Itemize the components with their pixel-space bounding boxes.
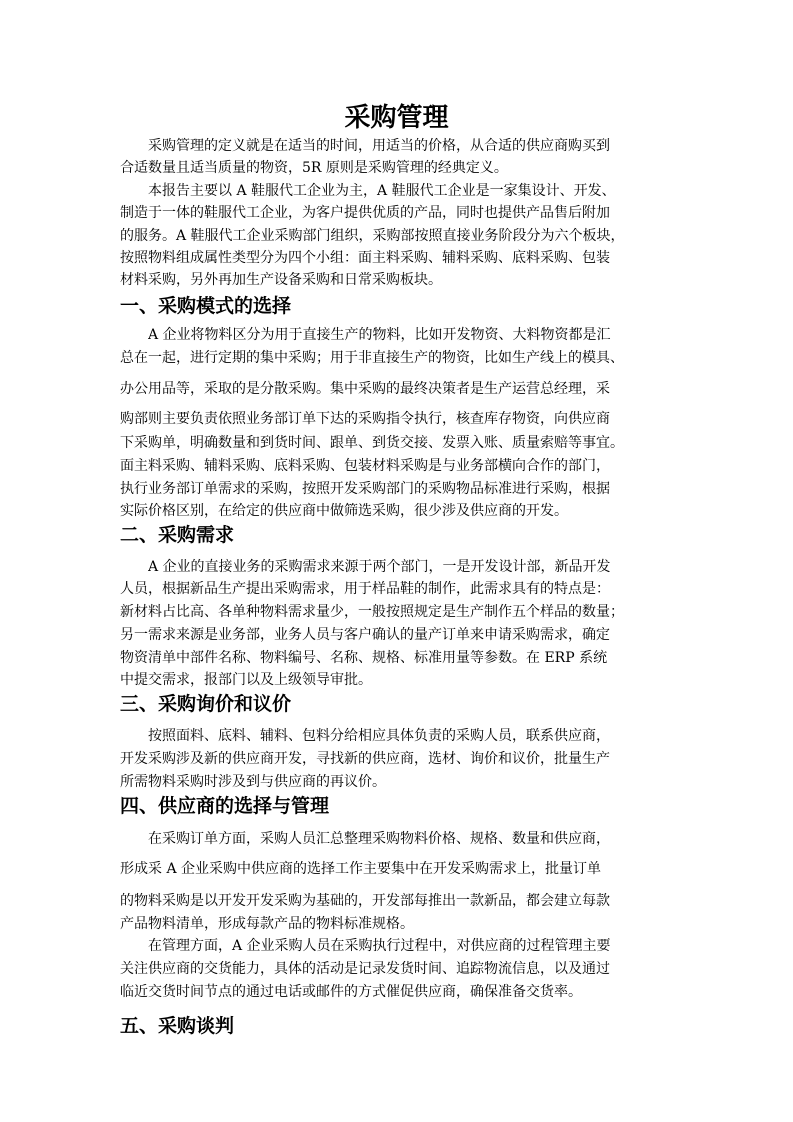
intro-line: 合适数量且适当质量的物资，5R 原则是采购管理的经典定义。 (120, 160, 508, 176)
section-line: 办公用品等，采取的是分散采购。集中采购的最终决策者是生产运营总经理，采 (120, 381, 610, 397)
section-heading: 五、采购谈判 (120, 1015, 235, 1037)
section-line: 按照面料、底料、辅料、包料分给相应具体负责的采购人员，联系供应商， (148, 728, 610, 744)
intro-line: 本报告主要以 A 鞋服代工企业为主，A 鞋服代工企业是一家集设计、开发、 (148, 183, 616, 199)
section-line: 新材料占比高、各单种物料需求量少，一般按照规定是生产制作五个样品的数量； (120, 604, 624, 620)
intro-line: 采购管理的定义就是在适当的时间，用适当的价格，从合适的供应商购买到 (148, 138, 610, 154)
section-line: 在管理方面，A 企业采购人员在采购执行过程中，对供应商的过程管理主要 (148, 938, 611, 954)
section-line: 人员，根据新品生产提出采购需求，用于样品鞋的制作，此需求具有的特点是： (120, 581, 610, 597)
section-line: 中提交需求，报部门以及上级领导审批。 (120, 672, 372, 688)
section-line: 购部则主要负责依照业务部订单下达的采购指令执行，核查库存物资，向供应商 (120, 411, 610, 427)
section-line: 形成采 A 企业采购中供应商的选择工作主要集中在开发采购需求上，批量订单 (120, 861, 602, 877)
section-line: 总在一起，进行定期的集中采购；用于非直接生产的物资，比如生产线上的模具、 (120, 350, 624, 366)
intro-line: 材料采购，另外再加生产设备采购和日常采购板块。 (120, 272, 442, 288)
section-line: A 企业将物料区分为用于直接生产的物料，比如开发物资、大料物资都是汇 (148, 327, 611, 343)
page-title: 采购管理 (344, 103, 449, 133)
section-line: 执行业务部订单需求的采购，按照开发采购部门的采购物品标准进行采购，根据 (120, 481, 610, 497)
section-line: 产品物料清单，形成每款产品的物料标准规格。 (120, 916, 414, 932)
section-line: 下采购单，明确数量和到货时间、跟单、到货交接、发票入账、质量索赔等事宜。 (120, 435, 624, 451)
section-line: 实际价格区别，在给定的供应商中做筛选采购，很少涉及供应商的开发。 (120, 503, 568, 519)
section-line: 临近交货时间节点的通过电话或邮件的方式催促供应商，确保准备交货率。 (120, 984, 582, 1000)
section-line: 关注供应商的交货能力，具体的活动是记录发货时间、追踪物流信息，以及通过 (120, 961, 610, 977)
section-heading: 一、采购模式的选择 (120, 295, 292, 317)
intro-line: 按照物料组成属性类型分为四个小组：面主料采购、辅料采购、底料采购、包装 (120, 250, 610, 266)
section-line: 开发采购涉及新的供应商开发，寻找新的供应商，选材、询价和议价，批量生产 (120, 751, 610, 767)
section-line: 另一需求来源是业务部，业务人员与客户确认的量产订单来申请采购需求，确定 (120, 627, 610, 643)
section-line: 物资清单中部件名称、物料编号、名称、规格、标准用量等参数。在 ERP 系统 (120, 650, 608, 666)
intro-line: 的服务。A 鞋服代工企业采购部门组织，采购部按照直接业务阶段分为六个板块， (120, 228, 625, 244)
section-line: A 企业的直接业务的采购需求来源于两个部门，一是开发设计部，新品开发 (148, 559, 611, 575)
section-heading: 二、采购需求 (120, 524, 235, 546)
section-heading: 三、采购询价和议价 (120, 693, 292, 715)
section-line: 所需物料采购时涉及到与供应商的再议价。 (120, 774, 386, 790)
section-line: 的物料采购是以开发开发采购为基础的，开发部每推出一款新品，都会建立每款 (120, 893, 610, 909)
section-line: 在采购订单方面，采购人员汇总整理采购物料价格、规格、数量和供应商， (148, 831, 610, 847)
intro-line: 制造于一体的鞋服代工企业，为客户提供优质的产品，同时也提供产品售后附加 (120, 205, 610, 221)
section-line: 面主料采购、辅料采购、底料采购、包装材料采购是与业务部横向合作的部门， (120, 458, 610, 474)
section-heading: 四、供应商的选择与管理 (120, 795, 330, 817)
